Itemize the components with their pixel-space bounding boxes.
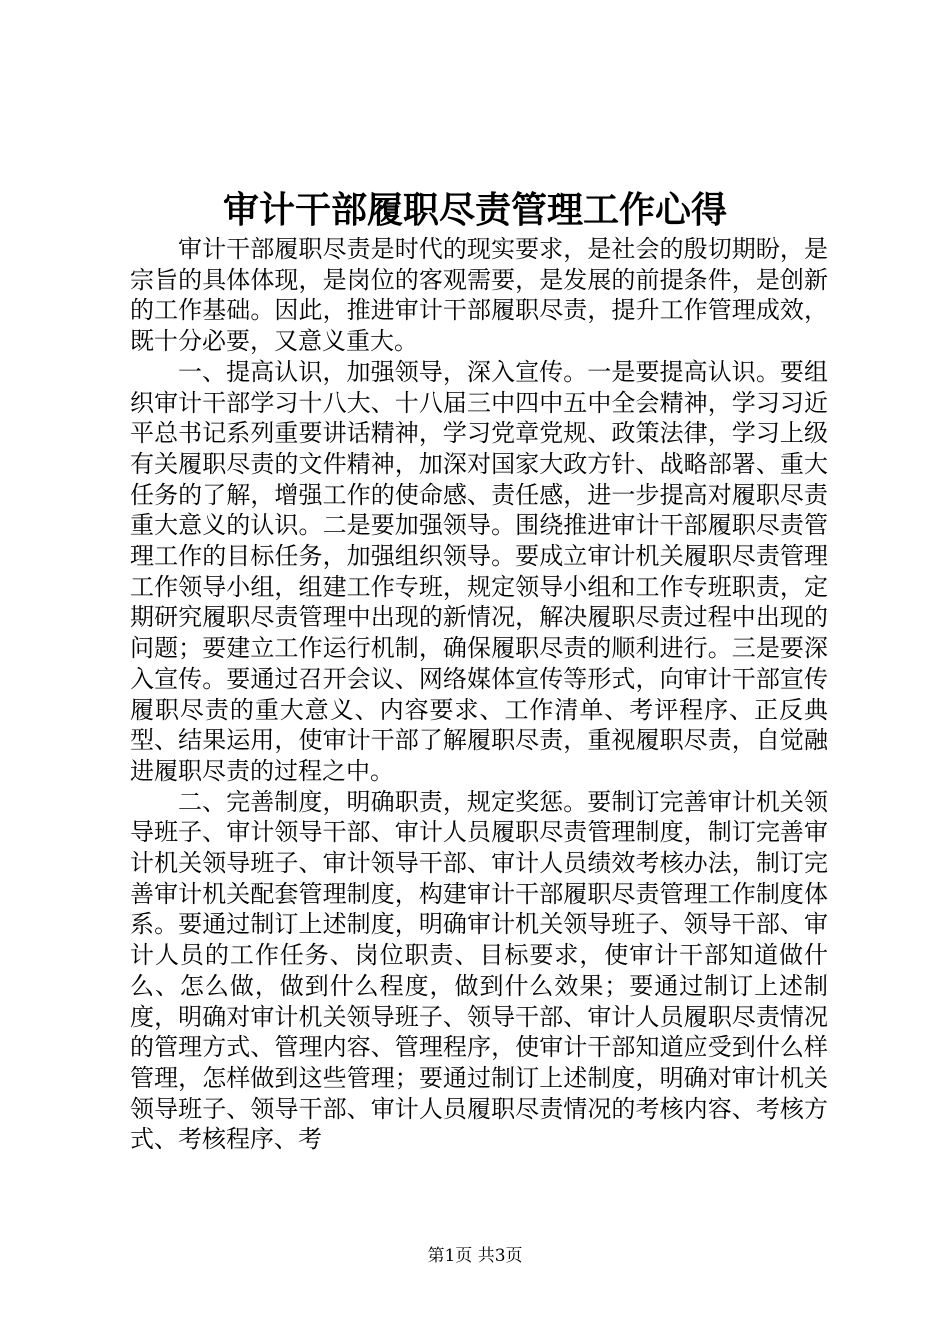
paragraph-section-two: 二、完善制度，明确职责，规定奖惩。要制订完善审计机关领导班子、审计领导干部、审计人员履职尽责管理制度，制订完善审计机关领导班子、审计领导干部、审计人员绩效考核办法，制订完善审计机关配套管理制度，构建审计干部履职尽责管理工作制度体系。要通过制订上述制度，明确审计机关领导班子、领导干部、审计人员的工作任务、岗位职责、目标要求，使审计干部知道做什么、怎么做，做到什么程度，做到什么效果；要通过制订上述制度，明确对审计机关领导班子、领导干部、审计人员履职尽责情况的管理方式、管理内容、管理程序，使审计干部知道应受到什么样管理，怎样做到这些管理；要通过制订上述制度，明确对审计机关领导班子、领导干部、审计人员履职尽责情况的考核内容、考核方式、考核程序、考 <box>130 787 828 1154</box>
page-number: 第1页 共3页 <box>427 1246 523 1266</box>
paragraph-section-one: 一、提高认识，加强领导，深入宣传。一是要提高认识。要组织审计干部学习十八大、十八届三中四中五中全会精神，学习习近平总书记系列重要讲话精神，学习党章党规、政策法律，学习上级有关履职尽责的文件精神，加深对国家大政方针、战略部署、重大任务的了解，增强工作的使命感、责任感，进一步提高对履职尽责重大意义的认识。二是要加强领导。围绕推进审计干部履职尽责管理工作的目标任务，加强组织领导。要成立审计机关履职尽责管理工作领导小组，组建工作专班，规定领导小组和工作专班职责，定期研究履职尽责管理中出现的新情况，解决履职尽责过程中出现的问题；要建立工作运行机制，确保履职尽责的顺利进行。三是要深入宣传。要通过召开会议、网络媒体宣传等形式，向审计干部宣传履职尽责的重大意义、内容要求、工作清单、考评程序、正反典型、结果运用，使审计干部了解履职尽责，重视履职尽责，自觉融进履职尽责的过程之中。 <box>130 357 828 785</box>
document-title: 审计干部履职尽责管理工作心得 <box>222 189 727 231</box>
document-body <box>130 234 828 1155</box>
paragraph-intro: 审计干部履职尽责是时代的现实要求，是社会的殷切期盼，是宗旨的具体体现，是岗位的客观需要，是发展的前提条件，是创新的工作基础。因此，推进审计干部履职尽责，提升工作管理成效，既十分必要，又意义重大。 <box>130 235 828 356</box>
